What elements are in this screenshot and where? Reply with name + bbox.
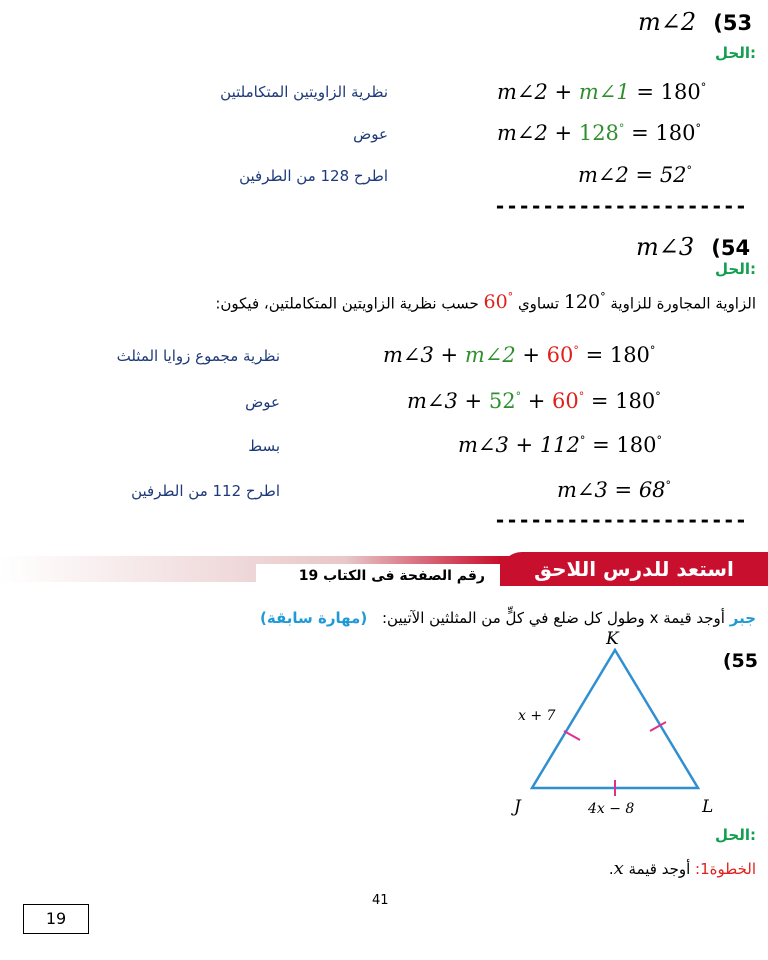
p53-header	[638, 8, 752, 36]
vertex-k: K	[606, 629, 619, 649]
p53-reason-1: نظرية الزاويتين المتكاملتين	[220, 83, 388, 101]
p54-header	[636, 233, 750, 261]
task-text: أوجد قيمة x وطول كل ضلع في كلٍّ من المثلثين الآتيين:	[381, 609, 730, 627]
task-lead: جبر	[729, 609, 756, 627]
p53-title: m∠2	[638, 8, 697, 36]
p54-number: (54	[711, 236, 751, 260]
p53-eq-3: m∠2 = 52°	[578, 163, 693, 187]
p54-reason-1: نظرية مجموع زوايا المثلث	[116, 347, 280, 365]
p54-intro: الزاوية المجاورة للزاوية °120 تساوي °60 حسب نظرية الزاويتين المتكاملتين، فيكون:	[215, 291, 756, 314]
p53-solution-label: الحل:	[715, 44, 756, 62]
triangle-shape	[532, 650, 698, 788]
p54-eq-4: m∠3 = 68°	[557, 478, 672, 502]
p55-solution-label: الحل:	[715, 826, 756, 844]
vertex-l: L	[702, 797, 714, 817]
p54-eq-3: m∠3 + 112° = 180°	[458, 433, 662, 457]
p53-number: (53	[713, 11, 753, 35]
p54-reason-4: اطرح 112 من الطرفين	[131, 482, 280, 500]
task-line	[260, 609, 756, 627]
side-left-label: x + 7	[518, 708, 556, 724]
p54-solution-label: الحل:	[715, 260, 756, 278]
p54-title: m∠3	[636, 233, 695, 261]
p53-eq-1: m∠2 + m∠1 = 180°	[497, 80, 707, 104]
p54-eq-2: m∠3 + 52° + 60° = 180°	[407, 389, 661, 413]
p54-divider: ---------------------	[494, 508, 747, 532]
page-number-center: 41	[372, 893, 389, 908]
step1-label: الخطوة1:	[695, 860, 756, 878]
tick-left	[564, 731, 580, 740]
banner-title: استعد للدرس اللاحق	[500, 552, 768, 586]
p54-eq-1: m∠3 + m∠2 + 60° = 180°	[383, 343, 656, 367]
p54-reason-2: عوض	[245, 393, 280, 411]
side-bottom-label: 4x − 8	[588, 801, 635, 817]
p55-step1: الخطوة1: أوجد قيمة x.	[608, 858, 756, 879]
p55-number: (55	[722, 650, 758, 672]
p54-reason-3: بسط	[248, 437, 280, 455]
triangle-figure	[500, 629, 730, 830]
banner-subtitle: رقم الصفحة فى الكتاب 19	[298, 568, 485, 584]
page-number-box: 19	[23, 904, 89, 934]
p53-reason-3: اطرح 128 من الطرفين	[239, 167, 388, 185]
vertex-j: J	[514, 797, 521, 817]
task-skill: (مهارة سابقة)	[260, 609, 368, 627]
p53-reason-2: عوض	[353, 125, 388, 143]
p53-divider: ---------------------	[494, 194, 747, 218]
p53-eq-2: m∠2 + 128° = 180°	[497, 121, 701, 145]
